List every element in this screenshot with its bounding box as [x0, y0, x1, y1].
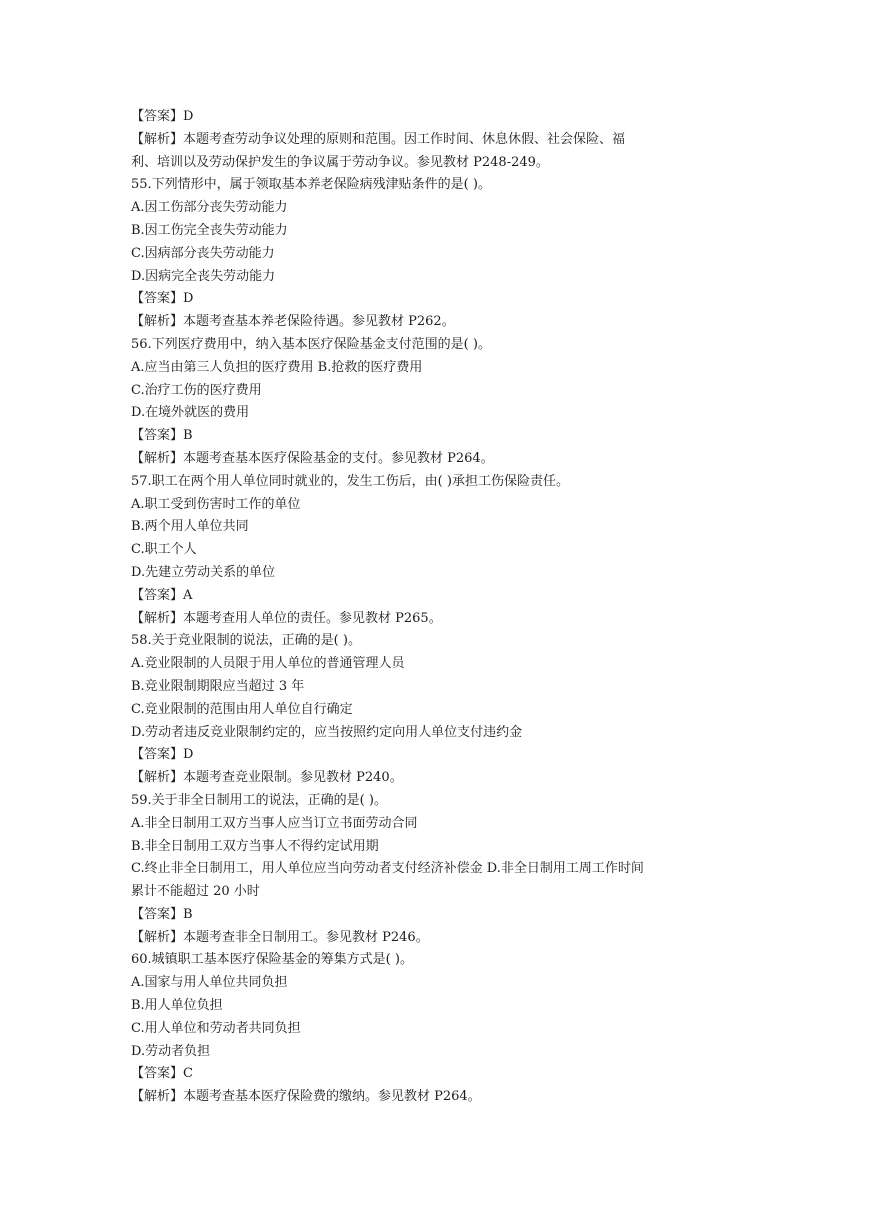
- answer-line: 【答案】B: [131, 428, 193, 444]
- option-a: A.竞业限制的人员限于用人单位的普通管理人员: [131, 656, 405, 672]
- answer-line: 【答案】D: [131, 291, 194, 307]
- document-body: [131, 106, 771, 1109]
- answer-line: 【答案】C: [131, 1066, 193, 1082]
- question-60: 60.城镇职工基本医疗保险基金的筹集方式是( )。: [131, 952, 413, 968]
- option-a-b: A.应当由第三人负担的医疗费用 B.抢救的医疗费用: [131, 359, 423, 375]
- option-a: A.因工伤部分丧失劳动能力: [131, 200, 288, 216]
- answer-line: 【答案】B: [131, 906, 193, 922]
- option-b: B.非全日制用工双方当事人不得约定试用期: [131, 838, 379, 854]
- explanation-line: 【解析】本题考查非全日制用工。参见教材 P246。: [131, 929, 429, 945]
- question-59: 59.关于非全日制用工的说法，正确的是( )。: [131, 792, 387, 808]
- option-c: C.因病部分丧失劳动能力: [131, 245, 275, 261]
- explanation-line: 【解析】本题考查基本养老保险待遇。参见教材 P262。: [131, 314, 455, 330]
- explanation-line-cont: 利、培训以及劳动保护发生的争议属于劳动争议。参见教材 P248-249。: [131, 154, 549, 170]
- question-56: 56.下列医疗费用中，纳入基本医疗保险基金支付范围的是( )。: [131, 336, 491, 352]
- option-a: A.非全日制用工双方当事人应当订立书面劳动合同: [131, 815, 418, 831]
- explanation-line: 【解析】本题考查基本医疗保险基金的支付。参见教材 P264。: [131, 450, 494, 466]
- option-c: C.用人单位和劳动者共同负担: [131, 1020, 301, 1036]
- option-d: D.先建立劳动关系的单位: [131, 564, 276, 580]
- explanation-line: 【解析】本题考查劳动争议处理的原则和范围。因工作时间、休息休假、社会保险、福: [131, 131, 626, 147]
- question-55: 55.下列情形中，属于领取基本养老保险病残津贴条件的是( )。: [131, 177, 491, 193]
- explanation-line: 【解析】本题考查竞业限制。参见教材 P240。: [131, 770, 403, 786]
- question-58: 58.关于竞业限制的说法，正确的是( )。: [131, 633, 361, 649]
- answer-line: 【答案】D: [131, 747, 194, 763]
- option-c-d: C.终止非全日制用工，用人单位应当向劳动者支付经济补偿金 D.非全日制用工周工作时间: [131, 861, 644, 877]
- option-c: C.职工个人: [131, 542, 197, 558]
- option-c: C.竞业限制的范围由用人单位自行确定: [131, 701, 353, 717]
- option-a: A.国家与用人单位共同负担: [131, 975, 288, 991]
- option-b: B.竞业限制期限应当超过 3 年: [131, 678, 305, 694]
- explanation-line: 【解析】本题考查基本医疗保险费的缴纳。参见教材 P264。: [131, 1089, 481, 1105]
- option-a: A.职工受到伤害时工作的单位: [131, 496, 301, 512]
- option-d: D.劳动者负担: [131, 1043, 211, 1059]
- option-b: B.用人单位负担: [131, 998, 223, 1014]
- option-b: B.因工伤完全丧失劳动能力: [131, 222, 288, 238]
- answer-line: 【答案】A: [131, 587, 193, 603]
- option-b: B.两个用人单位共同: [131, 519, 249, 535]
- option-c: C.治疗工伤的医疗费用: [131, 382, 262, 398]
- question-57: 57.职工在两个用人单位同时就业的，发生工伤后，由( )承担工伤保险责任。: [131, 473, 569, 489]
- option-d-cont: 累计不能超过 20 小时: [131, 884, 260, 900]
- option-d: D.因病完全丧失劳动能力: [131, 268, 276, 284]
- option-d: D.在境外就医的费用: [131, 405, 250, 421]
- option-d: D.劳动者违反竞业限制约定的，应当按照约定向用人单位支付违约金: [131, 724, 523, 740]
- answer-line: 【答案】D: [131, 109, 194, 124]
- explanation-line: 【解析】本题考查用人单位的责任。参见教材 P265。: [131, 610, 442, 626]
